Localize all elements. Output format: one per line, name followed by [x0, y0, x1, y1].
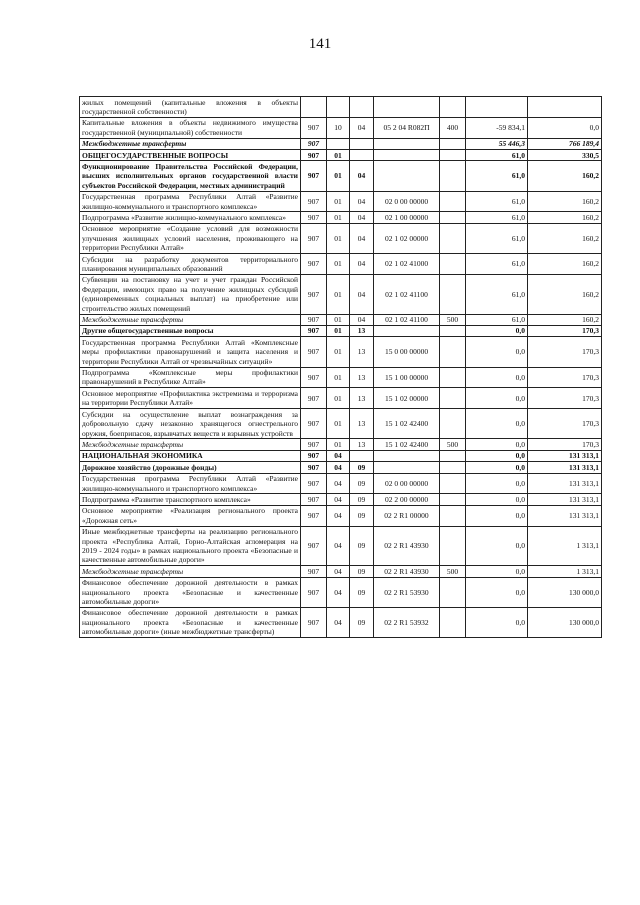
subsection-code: 09 — [350, 566, 374, 577]
subsection-code: 04 — [350, 223, 374, 253]
table-row — [80, 325, 602, 336]
admin-code: 907 — [301, 388, 327, 409]
target-article-code: 15 1 02 00000 — [374, 388, 440, 409]
expense-type-code — [440, 138, 466, 149]
row-name: Межбюджетные трансферты — [80, 138, 301, 149]
row-name: Дорожное хозяйство (дорожные фонды) — [80, 462, 301, 473]
table-row — [80, 494, 602, 505]
section-code: 04 — [327, 577, 350, 607]
table-row — [80, 577, 602, 607]
expense-type-code — [440, 367, 466, 388]
target-article-code: 02 2 R1 43930 — [374, 526, 440, 566]
table-row — [80, 607, 602, 637]
row-name: Межбюджетные трансферты — [80, 439, 301, 450]
amount-change-2: 130 000,0 — [528, 607, 602, 637]
table-row — [80, 505, 602, 526]
admin-code: 907 — [301, 274, 327, 314]
table-row — [80, 473, 602, 494]
target-article-code: 15 1 00 00000 — [374, 367, 440, 388]
expense-type-code — [440, 150, 466, 161]
section-code: 04 — [327, 607, 350, 637]
admin-code: 907 — [301, 314, 327, 325]
row-name: Подпрограмма «Развитие транспортного комплекса» — [80, 494, 301, 505]
target-article-code: 02 2 R1 53930 — [374, 577, 440, 607]
expense-type-code — [440, 473, 466, 494]
amount-change-1: 61,0 — [466, 150, 528, 161]
table-row — [80, 191, 602, 212]
amount-change-1: 61,0 — [466, 212, 528, 223]
expense-type-code — [440, 337, 466, 367]
target-article-code — [374, 138, 440, 149]
row-name: НАЦИОНАЛЬНАЯ ЭКОНОМИКА — [80, 450, 301, 461]
row-name: Субсидии на осуществление выплат вознаграждения за добровольную сдачу незаконно хранящегося огнестрельного оружия, боеприпасов, взрывчатых веществ и взрывных устройств — [80, 409, 301, 439]
expense-type-code: 400 — [440, 117, 466, 138]
amount-change-1: 0,0 — [466, 337, 528, 367]
table-row — [80, 117, 602, 138]
admin-code: 907 — [301, 223, 327, 253]
expense-type-code — [440, 325, 466, 336]
table-row — [80, 97, 602, 118]
admin-code: 907 — [301, 337, 327, 367]
table-row — [80, 388, 602, 409]
subsection-code: 13 — [350, 367, 374, 388]
amount-change-1: 0,0 — [466, 505, 528, 526]
table-row — [80, 337, 602, 367]
target-article-code: 02 2 R1 00000 — [374, 505, 440, 526]
subsection-code: 13 — [350, 325, 374, 336]
row-name: Подпрограмма «Развитие жилищно-коммунального комплекса» — [80, 212, 301, 223]
amount-change-1: 0,0 — [466, 566, 528, 577]
amount-change-2: 0,0 — [528, 117, 602, 138]
amount-change-2: 170,3 — [528, 325, 602, 336]
admin-code: 907 — [301, 473, 327, 494]
target-article-code: 02 0 00 00000 — [374, 473, 440, 494]
expense-type-code — [440, 223, 466, 253]
amount-change-2: 1 313,1 — [528, 566, 602, 577]
expense-type-code — [440, 212, 466, 223]
table-row — [80, 367, 602, 388]
row-name: Государственная программа Республики Алтай «Развитие жилищно-коммунального и транспортного комплекса» — [80, 191, 301, 212]
table-row — [80, 223, 602, 253]
table-row — [80, 150, 602, 161]
section-code: 04 — [327, 494, 350, 505]
subsection-code: 09 — [350, 462, 374, 473]
admin-code: 907 — [301, 161, 327, 191]
expense-type-code — [440, 494, 466, 505]
target-article-code: 02 2 00 00000 — [374, 494, 440, 505]
subsection-code: 13 — [350, 388, 374, 409]
amount-change-2 — [528, 97, 602, 118]
table-row — [80, 161, 602, 191]
row-name: Государственная программа Республики Алтай «Комплексные меры профилактики правонарушений и защита населения и территории Республики Алтай от чрезвычайных ситуаций» — [80, 337, 301, 367]
admin-code: 907 — [301, 191, 327, 212]
section-code: 01 — [327, 325, 350, 336]
admin-code — [301, 97, 327, 118]
section-code — [327, 138, 350, 149]
row-name: Межбюджетные трансферты — [80, 566, 301, 577]
section-code — [327, 97, 350, 118]
table-row — [80, 526, 602, 566]
admin-code: 907 — [301, 254, 327, 275]
amount-change-2: 131 313,1 — [528, 473, 602, 494]
admin-code: 907 — [301, 409, 327, 439]
row-name: Иные межбюджетные трансферты на реализацию регионального проекта «Республика Алтай, Горно-Алтайская агломерация на 2019 - 2024 годы» в рамках национального проекта «Безопасные и качественные автомобильные дороги» — [80, 526, 301, 566]
section-code: 01 — [327, 212, 350, 223]
amount-change-2: 160,2 — [528, 212, 602, 223]
amount-change-2: 170,3 — [528, 367, 602, 388]
row-name: Государственная программа Республики Алтай «Развитие жилищно-коммунального и транспортного комплекса» — [80, 473, 301, 494]
table-row — [80, 138, 602, 149]
amount-change-1: 55 446,3 — [466, 138, 528, 149]
admin-code: 907 — [301, 607, 327, 637]
target-article-code — [374, 150, 440, 161]
page-number: 141 — [308, 36, 332, 52]
table-row — [80, 409, 602, 439]
target-article-code: 02 1 02 41100 — [374, 314, 440, 325]
section-code: 04 — [327, 505, 350, 526]
row-name: Основное мероприятие «Реализация регионального проекта «Дорожная сеть» — [80, 505, 301, 526]
admin-code: 907 — [301, 566, 327, 577]
amount-change-1: 0,0 — [466, 450, 528, 461]
target-article-code: 02 1 02 00000 — [374, 223, 440, 253]
amount-change-2: 160,2 — [528, 161, 602, 191]
table-row — [80, 212, 602, 223]
amount-change-2: 131 313,1 — [528, 494, 602, 505]
target-article-code: 02 2 R1 53932 — [374, 607, 440, 637]
table-row — [80, 274, 602, 314]
subsection-code: 04 — [350, 314, 374, 325]
subsection-code: 09 — [350, 607, 374, 637]
expense-type-code — [440, 254, 466, 275]
amount-change-1: 0,0 — [466, 439, 528, 450]
amount-change-2: 170,3 — [528, 337, 602, 367]
section-code: 01 — [327, 367, 350, 388]
expense-type-code — [440, 450, 466, 461]
admin-code: 907 — [301, 577, 327, 607]
amount-change-1: 61,0 — [466, 223, 528, 253]
subsection-code: 04 — [350, 161, 374, 191]
amount-change-2: 131 313,1 — [528, 450, 602, 461]
amount-change-1: 61,0 — [466, 254, 528, 275]
admin-code: 907 — [301, 439, 327, 450]
expense-type-code — [440, 607, 466, 637]
amount-change-2: 766 189,4 — [528, 138, 602, 149]
subsection-code — [350, 150, 374, 161]
amount-change-1: 0,0 — [466, 388, 528, 409]
admin-code: 907 — [301, 325, 327, 336]
section-code: 01 — [327, 439, 350, 450]
expense-type-code — [440, 274, 466, 314]
amount-change-2: 170,3 — [528, 439, 602, 450]
row-name: Основное мероприятие «Профилактика экстремизма и терроризма на территории Республики Алтай» — [80, 388, 301, 409]
row-name: Субсидии на разработку документов территориального планирования муниципальных образований — [80, 254, 301, 275]
subsection-code: 13 — [350, 439, 374, 450]
table-row — [80, 462, 602, 473]
subsection-code: 09 — [350, 505, 374, 526]
subsection-code: 04 — [350, 274, 374, 314]
target-article-code: 02 1 02 41100 — [374, 274, 440, 314]
admin-code: 907 — [301, 450, 327, 461]
subsection-code — [350, 97, 374, 118]
target-article-code: 05 2 04 R082П — [374, 117, 440, 138]
amount-change-1: 0,0 — [466, 526, 528, 566]
budget-table-body — [80, 97, 602, 638]
expense-type-code — [440, 505, 466, 526]
target-article-code: 02 2 R1 43930 — [374, 566, 440, 577]
amount-change-1: -59 834,1 — [466, 117, 528, 138]
target-article-code — [374, 462, 440, 473]
section-code: 10 — [327, 117, 350, 138]
section-code: 01 — [327, 150, 350, 161]
admin-code: 907 — [301, 505, 327, 526]
section-code: 01 — [327, 388, 350, 409]
amount-change-1: 0,0 — [466, 462, 528, 473]
row-name: Основное мероприятие «Создание условий для возможности улучшения жилищных условий населения, проживающего на территории Республики Алтай» — [80, 223, 301, 253]
amount-change-2: 131 313,1 — [528, 462, 602, 473]
amount-change-1: 0,0 — [466, 325, 528, 336]
amount-change-2: 1 313,1 — [528, 526, 602, 566]
amount-change-1: 0,0 — [466, 367, 528, 388]
admin-code: 907 — [301, 367, 327, 388]
admin-code: 907 — [301, 138, 327, 149]
row-name: Межбюджетные трансферты — [80, 314, 301, 325]
amount-change-1: 61,0 — [466, 161, 528, 191]
expense-type-code — [440, 388, 466, 409]
expense-type-code: 500 — [440, 314, 466, 325]
admin-code: 907 — [301, 117, 327, 138]
admin-code: 907 — [301, 212, 327, 223]
section-code: 01 — [327, 254, 350, 275]
subsection-code: 09 — [350, 577, 374, 607]
table-row — [80, 254, 602, 275]
subsection-code: 09 — [350, 473, 374, 494]
target-article-code: 15 1 02 42400 — [374, 409, 440, 439]
target-article-code — [374, 161, 440, 191]
section-code: 01 — [327, 161, 350, 191]
amount-change-2: 170,3 — [528, 409, 602, 439]
target-article-code: 15 0 00 00000 — [374, 337, 440, 367]
expense-type-code — [440, 409, 466, 439]
amount-change-1: 0,0 — [466, 473, 528, 494]
expense-type-code — [440, 462, 466, 473]
row-name: Другие общегосударственные вопросы — [80, 325, 301, 336]
section-code: 01 — [327, 223, 350, 253]
amount-change-1: 61,0 — [466, 314, 528, 325]
amount-change-2: 160,2 — [528, 223, 602, 253]
table-row — [80, 439, 602, 450]
section-code: 01 — [327, 274, 350, 314]
expense-type-code: 500 — [440, 439, 466, 450]
target-article-code — [374, 325, 440, 336]
target-article-code: 02 1 02 41000 — [374, 254, 440, 275]
row-name: Функционирование Правительства Российской Федерации, высших исполнительных органов государственной власти субъектов Российской Федерации, местных администраций — [80, 161, 301, 191]
admin-code: 907 — [301, 494, 327, 505]
amount-change-2: 330,5 — [528, 150, 602, 161]
amount-change-1 — [466, 97, 528, 118]
subsection-code: 13 — [350, 409, 374, 439]
table-row — [80, 314, 602, 325]
section-code: 04 — [327, 450, 350, 461]
subsection-code: 04 — [350, 212, 374, 223]
amount-change-1: 0,0 — [466, 607, 528, 637]
section-code: 04 — [327, 566, 350, 577]
amount-change-2: 130 000,0 — [528, 577, 602, 607]
amount-change-2: 131 313,1 — [528, 505, 602, 526]
target-article-code: 15 1 02 42400 — [374, 439, 440, 450]
section-code: 01 — [327, 314, 350, 325]
subsection-code: 09 — [350, 526, 374, 566]
section-code: 04 — [327, 462, 350, 473]
subsection-code: 04 — [350, 254, 374, 275]
amount-change-2: 160,2 — [528, 274, 602, 314]
amount-change-1: 0,0 — [466, 409, 528, 439]
row-name: Подпрограмма «Комплексные меры профилактики правонарушений в Республике Алтай» — [80, 367, 301, 388]
table-row — [80, 566, 602, 577]
expense-type-code — [440, 191, 466, 212]
subsection-code: 13 — [350, 337, 374, 367]
target-article-code — [374, 97, 440, 118]
subsection-code: 04 — [350, 191, 374, 212]
amount-change-1: 61,0 — [466, 274, 528, 314]
admin-code: 907 — [301, 150, 327, 161]
table-row — [80, 450, 602, 461]
row-name: Финансовое обеспечение дорожной деятельности в рамках национального проекта «Безопасные и качественные автомобильные дороги» (иные межбюджетные трансферты) — [80, 607, 301, 637]
amount-change-2: 160,2 — [528, 254, 602, 275]
section-code: 01 — [327, 191, 350, 212]
subsection-code: 09 — [350, 494, 374, 505]
amount-change-2: 170,3 — [528, 388, 602, 409]
section-code: 04 — [327, 526, 350, 566]
target-article-code: 02 0 00 00000 — [374, 191, 440, 212]
amount-change-1: 0,0 — [466, 577, 528, 607]
admin-code: 907 — [301, 526, 327, 566]
expense-type-code — [440, 97, 466, 118]
amount-change-1: 0,0 — [466, 494, 528, 505]
row-name: Капитальные вложения в объекты недвижимого имущества государственной (муниципальной) собственности — [80, 117, 301, 138]
expense-type-code — [440, 161, 466, 191]
admin-code: 907 — [301, 462, 327, 473]
row-name: Субвенции на постановку на учет и учет граждан Российской Федерации, имеющих право на получение жилищных субсидий (единовременных социальных выплат) на приобретение или строительство жилых помещений — [80, 274, 301, 314]
section-code: 01 — [327, 409, 350, 439]
budget-table — [79, 96, 602, 638]
section-code: 01 — [327, 337, 350, 367]
expense-type-code — [440, 526, 466, 566]
amount-change-1: 61,0 — [466, 191, 528, 212]
target-article-code — [374, 450, 440, 461]
row-name: жилых помещений (капитальные вложения в объекты государственной собственности) — [80, 97, 301, 118]
amount-change-2: 160,2 — [528, 191, 602, 212]
target-article-code: 02 1 00 00000 — [374, 212, 440, 223]
amount-change-2: 160,2 — [528, 314, 602, 325]
subsection-code — [350, 138, 374, 149]
subsection-code: 04 — [350, 117, 374, 138]
row-name: ОБЩЕГОСУДАРСТВЕННЫЕ ВОПРОСЫ — [80, 150, 301, 161]
expense-type-code — [440, 577, 466, 607]
expense-type-code: 500 — [440, 566, 466, 577]
row-name: Финансовое обеспечение дорожной деятельности в рамках национального проекта «Безопасные и качественные автомобильные дороги» — [80, 577, 301, 607]
section-code: 04 — [327, 473, 350, 494]
subsection-code — [350, 450, 374, 461]
